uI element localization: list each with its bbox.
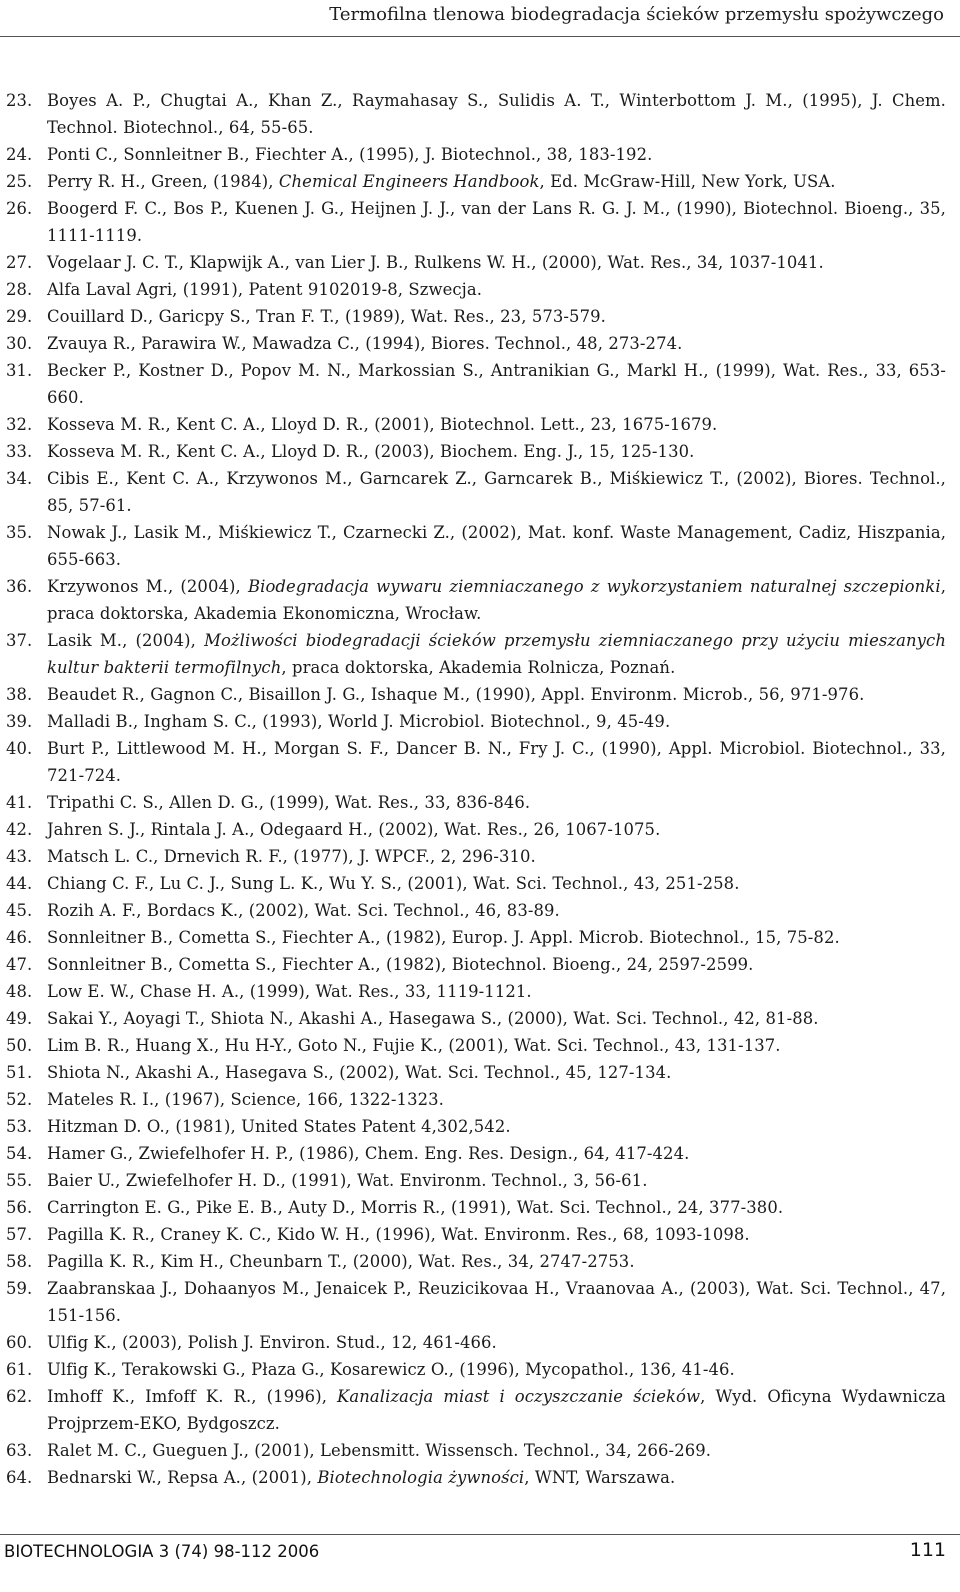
reference-text-segment: Lim B. R., Huang X., Hu H-Y., Goto N., Fujie K., (2001), Wat. Sci. Technol., 43, 131-137. xyxy=(47,1036,781,1055)
reference-item xyxy=(6,1140,946,1167)
reference-text xyxy=(47,1140,946,1167)
reference-number: 57. xyxy=(6,1225,33,1244)
reference-text-segment: , praca doktorska, Akademia Rolnicza, Poznań. xyxy=(281,658,676,677)
reference-text xyxy=(47,951,946,978)
reference-item xyxy=(6,1194,946,1221)
reference-item xyxy=(6,816,946,843)
reference-text-segment: Ponti C., Sonnleitner B., Fiechter A., (1995), J. Biotechnol., 38, 183-192. xyxy=(47,145,653,164)
reference-text-segment: Cibis E., Kent C. A., Krzywonos M., Garncarek Z., Garncarek B., Miśkiewicz T., (2002), Biores. Technol., 85, 57-61. xyxy=(47,469,946,515)
reference-text xyxy=(47,1275,946,1329)
reference-text xyxy=(47,519,946,573)
reference-text-segment: Hamer G., Zwiefelhofer H. P., (1986), Chem. Eng. Res. Design., 64, 417-424. xyxy=(47,1144,690,1163)
reference-text xyxy=(47,1356,946,1383)
reference-text-segment: Kosseva M. R., Kent C. A., Lloyd D. R., (2001), Biotechnol. Lett., 23, 1675-1679. xyxy=(47,415,718,434)
reference-item xyxy=(6,168,946,195)
reference-text-segment: Tripathi C. S., Allen D. G., (1999), Wat. Res., 33, 836-846. xyxy=(47,793,531,812)
reference-text-segment: Bednarski W., Repsa A., (2001), xyxy=(47,1468,318,1487)
reference-text-segment: Burt P., Littlewood M. H., Morgan S. F., Dancer B. N., Fry J. C., (1990), Appl. Microbiol. Biotechnol., 33, 721-724. xyxy=(47,739,946,785)
reference-number: 47. xyxy=(6,955,33,974)
reference-item xyxy=(6,627,946,681)
reference-item xyxy=(6,951,946,978)
running-title: Termofilna tlenowa biodegradacja ścieków przemysłu spożywczego xyxy=(329,4,944,25)
reference-item xyxy=(6,438,946,465)
reference-number: 62. xyxy=(6,1387,33,1406)
reference-item xyxy=(6,843,946,870)
reference-text-segment: Low E. W., Chase H. A., (1999), Wat. Res., 33, 1119-1121. xyxy=(47,982,532,1001)
reference-item xyxy=(6,897,946,924)
reference-number: 39. xyxy=(6,712,33,731)
reference-text-segment: Shiota N., Akashi A., Hasegava S., (2002), Wat. Sci. Technol., 45, 127-134. xyxy=(47,1063,672,1082)
reference-text xyxy=(47,87,946,141)
reference-text-segment: , Wyd. Oficyna Wydawnicza Projprzem-EKO, Bydgoszcz. xyxy=(47,1387,946,1433)
reference-text xyxy=(47,573,946,627)
reference-number: 34. xyxy=(6,469,33,488)
reference-text xyxy=(47,1086,946,1113)
reference-text-segment: Sonnleitner B., Cometta S., Fiechter A., (1982), Europ. J. Appl. Microb. Biotechnol., 15, 75-82. xyxy=(47,928,840,947)
reference-text-segment: Ralet M. C., Gueguen J., (2001), Lebensmitt. Wissensch. Technol., 34, 266-269. xyxy=(47,1441,712,1460)
reference-number: 45. xyxy=(6,901,33,920)
reference-number: 48. xyxy=(6,982,33,1001)
reference-title-italic: Kanalizacja miast i oczyszczanie ścieków xyxy=(337,1387,701,1406)
reference-number: 56. xyxy=(6,1198,33,1217)
reference-text-segment: Sonnleitner B., Cometta S., Fiechter A., (1982), Biotechnol. Bioeng., 24, 2597-2599. xyxy=(47,955,754,974)
reference-item xyxy=(6,681,946,708)
reference-item xyxy=(6,519,946,573)
reference-item xyxy=(6,1032,946,1059)
reference-text xyxy=(47,1383,946,1437)
reference-item xyxy=(6,708,946,735)
reference-text-segment: Zaabranskaa J., Dohaanyos M., Jenaicek P., Reuzicikovaa H., Vraanovaa A., (2003), Wat. Sci. Technol., 47, 151-156. xyxy=(47,1279,946,1325)
reference-text xyxy=(47,1464,946,1491)
reference-number: 31. xyxy=(6,361,33,380)
reference-text xyxy=(47,438,946,465)
reference-text-segment: Ulfig K., Terakowski G., Płaza G., Kosarewicz O., (1996), Mycopathol., 136, 41-46. xyxy=(47,1360,735,1379)
reference-list xyxy=(6,87,946,1491)
reference-number: 27. xyxy=(6,253,33,272)
reference-text-segment: Beaudet R., Gagnon C., Bisaillon J. G., Ishaque M., (1990), Appl. Environm. Microb., 56, 971-976. xyxy=(47,685,865,704)
reference-title-italic: Chemical Engineers Handbook xyxy=(278,172,540,191)
reference-text xyxy=(47,1005,946,1032)
reference-item xyxy=(6,276,946,303)
reference-number: 37. xyxy=(6,631,33,650)
reference-text xyxy=(47,276,946,303)
reference-text xyxy=(47,870,946,897)
reference-title-italic: Możliwości biodegradacji ścieków przemysłu ziemniaczanego przy użyciu mieszanych kultur bakterii termofilnych xyxy=(47,631,946,677)
reference-text-segment: Jahren S. J., Rintala J. A., Odegaard H., (2002), Wat. Res., 26, 1067-1075. xyxy=(47,820,661,839)
reference-text xyxy=(47,465,946,519)
reference-item xyxy=(6,1086,946,1113)
reference-item xyxy=(6,1113,946,1140)
reference-item xyxy=(6,1248,946,1275)
reference-item xyxy=(6,195,946,249)
footer-divider xyxy=(0,1534,960,1535)
reference-number: 54. xyxy=(6,1144,33,1163)
reference-text-segment: Boogerd F. C., Bos P., Kuenen J. G., Heijnen J. J., van der Lans R. G. J. M., (1990), Biotechnol. Bioeng., 35, 1111-1119. xyxy=(47,199,946,245)
reference-text-segment: Kosseva M. R., Kent C. A., Lloyd D. R., (2003), Biochem. Eng. J., 15, 125-130. xyxy=(47,442,695,461)
reference-item xyxy=(6,330,946,357)
reference-text xyxy=(47,1167,946,1194)
reference-text xyxy=(47,1437,946,1464)
reference-text xyxy=(47,249,946,276)
reference-text-segment: Krzywonos M., (2004), xyxy=(47,577,248,596)
reference-number: 49. xyxy=(6,1009,33,1028)
reference-text xyxy=(47,816,946,843)
reference-number: 59. xyxy=(6,1279,33,1298)
reference-number: 52. xyxy=(6,1090,33,1109)
reference-text xyxy=(47,708,946,735)
reference-text-segment: Chiang C. F., Lu C. J., Sung L. K., Wu Y. S., (2001), Wat. Sci. Technol., 43, 251-258. xyxy=(47,874,740,893)
reference-number: 43. xyxy=(6,847,33,866)
reference-text xyxy=(47,1113,946,1140)
reference-title-italic: Biodegradacja wywaru ziemniaczanego z wykorzystaniem naturalnej szczepionki xyxy=(247,577,941,596)
reference-item xyxy=(6,1383,946,1437)
reference-item xyxy=(6,735,946,789)
reference-number: 60. xyxy=(6,1333,33,1352)
reference-text xyxy=(47,789,946,816)
reference-text-segment: Vogelaar J. C. T., Klapwijk A., van Lier J. B., Rulkens W. H., (2000), Wat. Res., 34, 1037-1041. xyxy=(47,253,824,272)
reference-item xyxy=(6,924,946,951)
reference-item xyxy=(6,357,946,411)
reference-number: 38. xyxy=(6,685,33,704)
reference-number: 41. xyxy=(6,793,33,812)
reference-text xyxy=(47,330,946,357)
reference-text xyxy=(47,627,946,681)
reference-number: 30. xyxy=(6,334,33,353)
reference-text-segment: Lasik M., (2004), xyxy=(47,631,205,650)
reference-text-segment: Pagilla K. R., Kim H., Cheunbarn T., (2000), Wat. Res., 34, 2747-2753. xyxy=(47,1252,635,1271)
reference-text xyxy=(47,681,946,708)
page-number: 111 xyxy=(909,1539,946,1561)
reference-text-segment: Hitzman D. O., (1981), United States Patent 4,302,542. xyxy=(47,1117,511,1136)
reference-number: 51. xyxy=(6,1063,33,1082)
reference-number: 44. xyxy=(6,874,33,893)
reference-item xyxy=(6,1464,946,1491)
reference-number: 53. xyxy=(6,1117,33,1136)
reference-item xyxy=(6,870,946,897)
reference-number: 35. xyxy=(6,523,33,542)
reference-text-segment: Perry R. H., Green, (1984), xyxy=(47,172,279,191)
reference-item xyxy=(6,465,946,519)
reference-number: 40. xyxy=(6,739,33,758)
reference-text-segment: Baier U., Zwiefelhofer H. D., (1991), Wat. Environm. Technol., 3, 56-61. xyxy=(47,1171,648,1190)
reference-text xyxy=(47,195,946,249)
reference-text-segment: Zvauya R., Parawira W., Mawadza C., (1994), Biores. Technol., 48, 273-274. xyxy=(47,334,683,353)
reference-text-segment: Matsch L. C., Drnevich R. F., (1977), J. WPCF., 2, 296-310. xyxy=(47,847,536,866)
reference-text xyxy=(47,735,946,789)
reference-item xyxy=(6,87,946,141)
reference-number: 50. xyxy=(6,1036,33,1055)
reference-text-segment: , Ed. McGraw-Hill, New York, USA. xyxy=(539,172,836,191)
reference-number: 28. xyxy=(6,280,33,299)
reference-title-italic: Biotechnologia żywności xyxy=(317,1468,525,1487)
reference-number: 55. xyxy=(6,1171,33,1190)
reference-item xyxy=(6,1221,946,1248)
reference-text-segment: Carrington E. G., Pike E. B., Auty D., Morris R., (1991), Wat. Sci. Technol., 24, 377-380. xyxy=(47,1198,784,1217)
reference-text-segment: Malladi B., Ingham S. C., (1993), World J. Microbiol. Biotechnol., 9, 45-49. xyxy=(47,712,671,731)
reference-text xyxy=(47,897,946,924)
reference-text-segment: , WNT, Warszawa. xyxy=(524,1468,676,1487)
reference-item xyxy=(6,573,946,627)
reference-number: 29. xyxy=(6,307,33,326)
reference-text xyxy=(47,411,946,438)
reference-text xyxy=(47,1059,946,1086)
reference-text xyxy=(47,1032,946,1059)
reference-text-segment: Becker P., Kostner D., Popov M. N., Markossian S., Antranikian G., Markl H., (1999), Wat. Res., 33, 653-660. xyxy=(47,361,946,407)
reference-text xyxy=(47,924,946,951)
reference-number: 32. xyxy=(6,415,33,434)
reference-number: 63. xyxy=(6,1441,33,1460)
reference-text-segment: Sakai Y., Aoyagi T., Shiota N., Akashi A., Hasegawa S., (2000), Wat. Sci. Technol., 42, 81-88. xyxy=(47,1009,819,1028)
reference-item xyxy=(6,249,946,276)
reference-item xyxy=(6,1275,946,1329)
reference-text xyxy=(47,978,946,1005)
reference-item xyxy=(6,1005,946,1032)
header-divider xyxy=(0,36,960,37)
reference-text-segment: Rozih A. F., Bordacs K., (2002), Wat. Sci. Technol., 46, 83-89. xyxy=(47,901,560,920)
reference-item xyxy=(6,411,946,438)
reference-text xyxy=(47,303,946,330)
reference-text xyxy=(47,843,946,870)
reference-text xyxy=(47,141,946,168)
reference-number: 42. xyxy=(6,820,33,839)
reference-text-segment: Imhoff K., Imfoff K. R., (1996), xyxy=(47,1387,338,1406)
reference-item xyxy=(6,1167,946,1194)
reference-item xyxy=(6,789,946,816)
reference-number: 61. xyxy=(6,1360,33,1379)
reference-text xyxy=(47,1329,946,1356)
reference-text xyxy=(47,357,946,411)
reference-item xyxy=(6,141,946,168)
reference-text xyxy=(47,1221,946,1248)
reference-item xyxy=(6,1356,946,1383)
reference-item xyxy=(6,978,946,1005)
reference-item xyxy=(6,1437,946,1464)
reference-text xyxy=(47,1248,946,1275)
reference-item xyxy=(6,303,946,330)
reference-number: 36. xyxy=(6,577,33,596)
reference-number: 26. xyxy=(6,199,33,218)
reference-item xyxy=(6,1059,946,1086)
journal-citation: BIOTECHNOLOGIA 3 (74) 98-112 2006 xyxy=(4,1542,320,1561)
reference-text-segment: Mateles R. I., (1967), Science, 166, 1322-1323. xyxy=(47,1090,444,1109)
reference-number: 64. xyxy=(6,1468,33,1487)
reference-text-segment: Ulfig K., (2003), Polish J. Environ. Stud., 12, 461-466. xyxy=(47,1333,497,1352)
reference-number: 33. xyxy=(6,442,33,461)
reference-number: 58. xyxy=(6,1252,33,1271)
reference-number: 23. xyxy=(6,91,33,110)
reference-text-segment: Pagilla K. R., Craney K. C., Kido W. H., (1996), Wat. Environm. Res., 68, 1093-1098. xyxy=(47,1225,750,1244)
reference-number: 46. xyxy=(6,928,33,947)
reference-text-segment: Alfa Laval Agri, (1991), Patent 9102019-8, Szwecja. xyxy=(47,280,483,299)
reference-text-segment: Couillard D., Garicpy S., Tran F. T., (1989), Wat. Res., 23, 573-579. xyxy=(47,307,606,326)
reference-text-segment: , praca doktorska, Akademia Ekonomiczna, Wrocław. xyxy=(47,577,946,623)
reference-item xyxy=(6,1329,946,1356)
reference-text-segment: Nowak J., Lasik M., Miśkiewicz T., Czarnecki Z., (2002), Mat. konf. Waste Management, Cadiz, Hiszpania, 655-663. xyxy=(47,523,946,569)
reference-text xyxy=(47,168,946,195)
reference-number: 24. xyxy=(6,145,33,164)
reference-number: 25. xyxy=(6,172,33,191)
reference-text xyxy=(47,1194,946,1221)
reference-text-segment: Boyes A. P., Chugtai A., Khan Z., Raymahasay S., Sulidis A. T., Winterbottom J. M., (1995), J. Chem. Technol. Biotechnol., 64, 55-65. xyxy=(47,91,946,137)
